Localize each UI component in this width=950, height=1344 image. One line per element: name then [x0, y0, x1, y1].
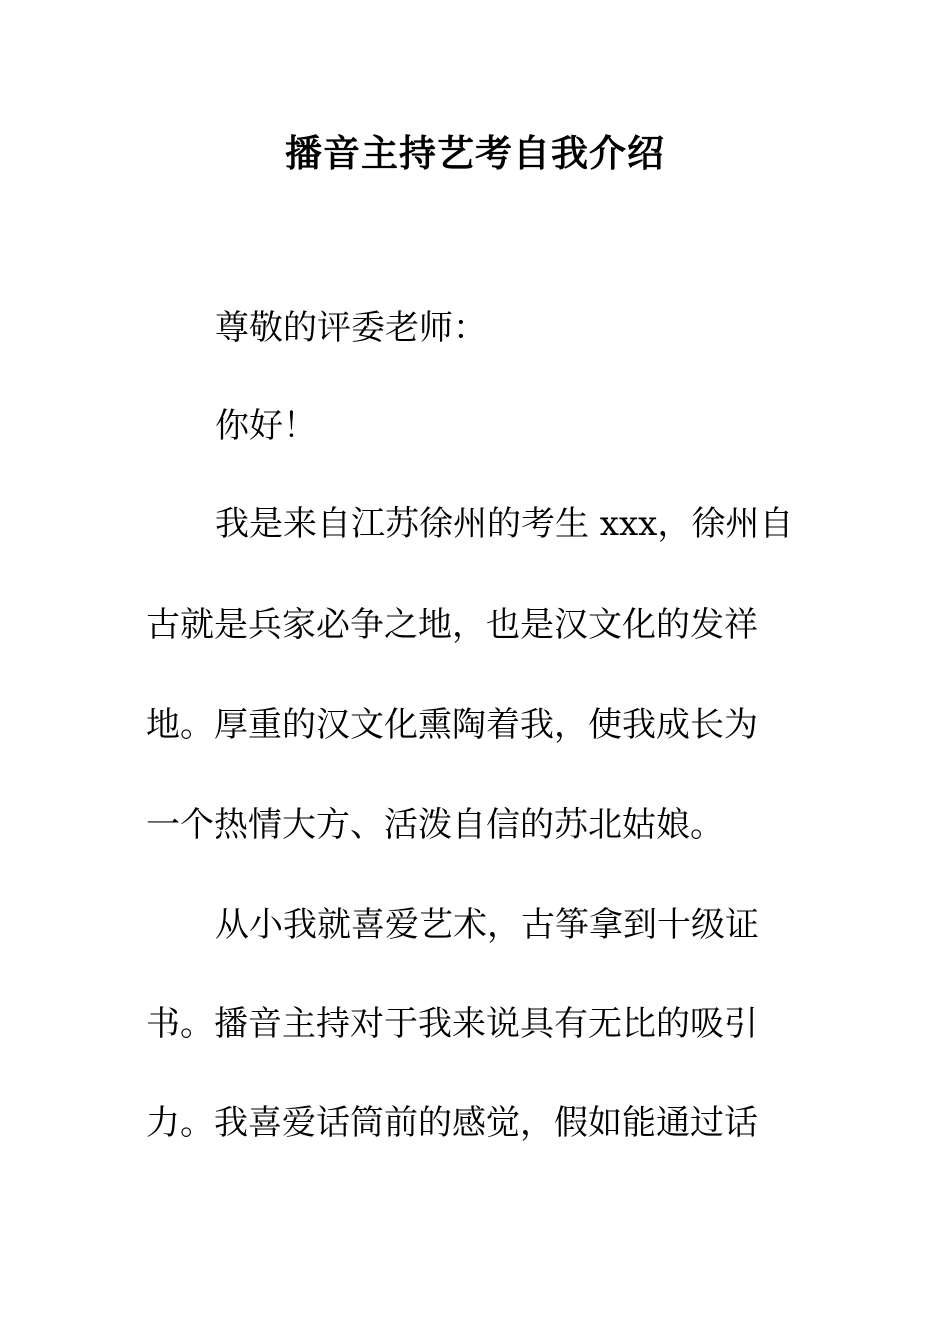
document-title: 播音主持艺考自我介绍: [285, 131, 665, 175]
paragraph-line: 地。厚重的汉文化熏陶着我，使我成长为: [146, 705, 758, 745]
salutation: 尊敬的评委老师：: [215, 308, 487, 348]
greeting: 你好！: [215, 406, 317, 446]
paragraph-line: 我是来自江苏徐州的考生 xxx，徐州自: [215, 504, 794, 544]
paragraph-line: 古就是兵家必争之地，也是汉文化的发祥: [146, 605, 758, 645]
paragraph-line: 从小我就喜爱艺术，古筝拿到十级证: [215, 905, 759, 945]
paragraph-line: 一个热情大方、活泼自信的苏北姑娘。: [146, 805, 724, 845]
paragraph-line: 书。播音主持对于我来说具有无比的吸引: [146, 1004, 758, 1044]
paragraph-line: 力。我喜爱话筒前的感觉，假如能通过话: [146, 1103, 758, 1143]
